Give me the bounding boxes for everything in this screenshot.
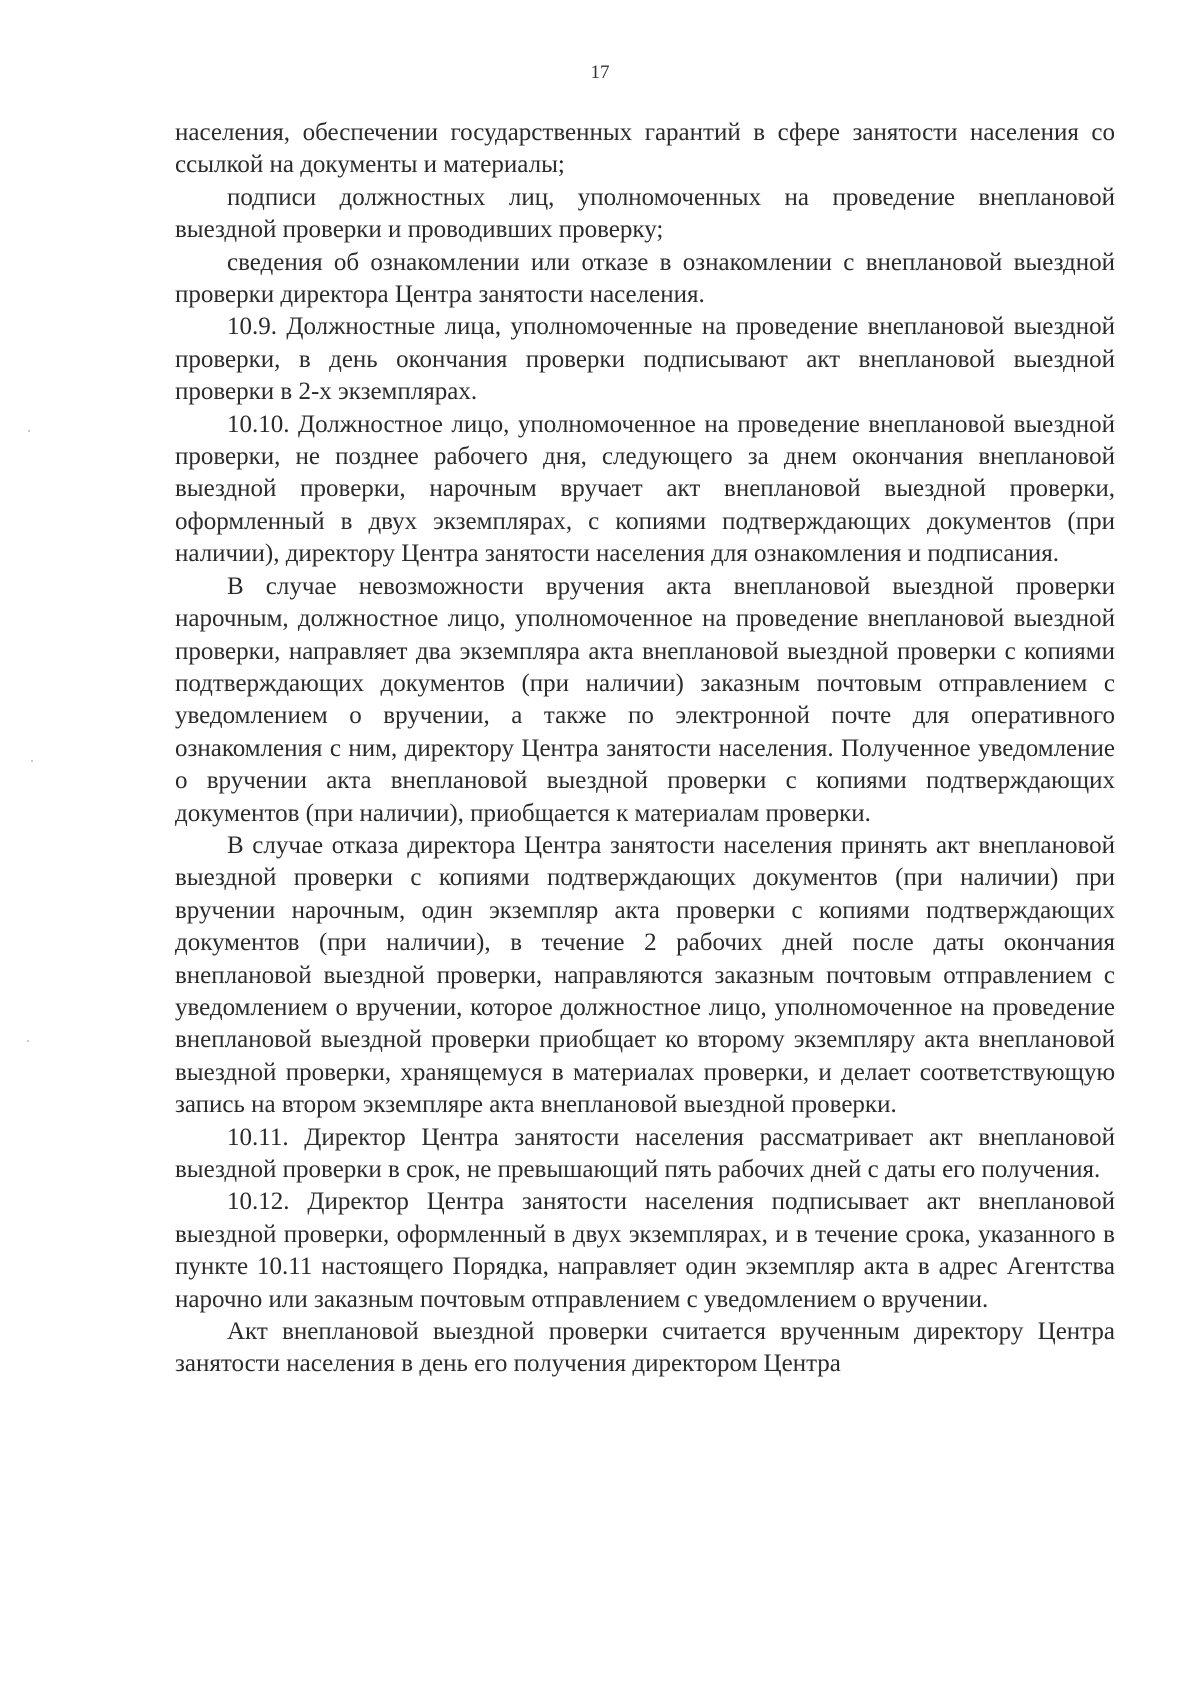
paragraph-10-10: 10.10. Должностное лицо, уполномоченное на проведение внеплановой выездной проверки, не позднее рабочего дня, следующего за днем окончания внеплановой выездной проверки, нарочным вручает акт внеплановой выездной проверки, оформленный в двух экземплярах, с копиями подтверждающих документов (при наличии), директору Центра занятости населения для ознакомления и подписания. (175, 410, 1115, 568)
scan-speck (31, 760, 33, 762)
paragraph-10-12: 10.12. Директор Центра занятости населения подписывает акт внеплановой выездной проверки, оформленный в двух экземплярах, и в течение срока, указанного в пункте 10.11 настоящего Порядка, направляет один экземпляр акта в адрес Агентства нарочно или заказным почтовым отправлением с уведомлением о вручении. (175, 1188, 1115, 1313)
page-number: 17 (590, 62, 610, 83)
scan-speck (28, 430, 30, 432)
paragraph-impossibility-delivery: В случае невозможности вручения акта внеплановой выездной проверки нарочным, должностное лицо, уполномоченное на проведение внеплановой выездной проверки, направляет два экземпляра акта внеплановой выездной проверки с копиями подтверждающих документов (при наличии) заказным почтовым отправлением с уведомлением о вручении, а также по электронной почте для оперативного ознакомления с ним, директору Центра занятости населения. Полученное уведомление о вручении акта внеплановой выездной проверки с копиями подтверждающих документов (при наличии), приобщается к материалам проверки. (175, 572, 1115, 827)
paragraph-10-9: 10.9. Должностные лица, уполномоченные на проведение внеплановой выездной проверки, в день окончания проверки подписывают акт внеплановой выездной проверки в 2-х экземплярах. (175, 313, 1115, 406)
paragraph-refusal: В случае отказа директора Центра занятости населения принять акт внеплановой выездной проверки с копиями подтверждающих документов (при наличии) при вручении нарочным, один экземпляр акта проверки с копиями подтверждающих документов (при наличии), в течение 2 рабочих дней после даты окончания внеплановой выездной проверки, направляются заказным почтовым отправлением с уведомлением о вручении, которое должностное лицо, уполномоченное на проведение внеплановой выездной проверки приобщает ко второму экземпляру акта внеплановой выездной проверки, хранящемуся в материалах проверки, и делает соответствующую запись на втором экземпляре акта внеплановой выездной проверки. (175, 831, 1115, 1119)
paragraph-acquaintance: сведения об ознакомлении или отказе в ознакомлении с внеплановой выездной проверки директора Центра занятости населения. (175, 248, 1115, 309)
paragraph-act-delivered: Акт внеплановой выездной проверки считается врученным директору Центра занятости населения в день его получения директором Центра (175, 1318, 1115, 1378)
paragraph-signatures: подписи должностных лиц, уполномоченных на проведение внеплановой выездной проверки и проводивших проверку; (175, 183, 1115, 244)
paragraph-continuation: населения, обеспечении государственных гарантий в сфере занятости населения со ссылкой на документы и материалы; (175, 119, 1115, 179)
document-body (175, 117, 1115, 1381)
paragraph-10-11: 10.11. Директор Центра занятости населения рассматривает акт внеплановой выездной проверки в срок, не превышающий пять рабочих дней с даты его получения. (175, 1123, 1115, 1183)
scan-speck (27, 1040, 29, 1042)
